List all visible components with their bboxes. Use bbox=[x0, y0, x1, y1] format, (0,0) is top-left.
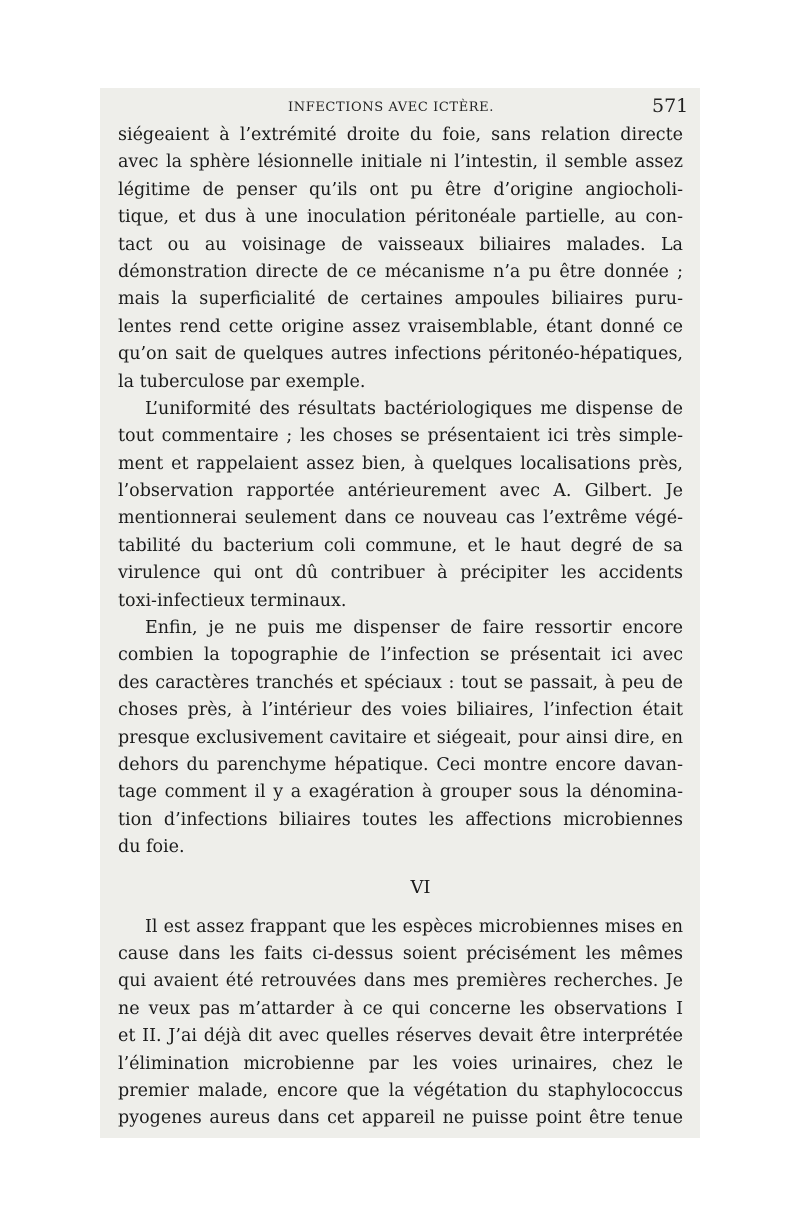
text-line: qui avaient été retrouvées dans mes premières recherches. Je bbox=[118, 971, 683, 992]
text-line: tout commentaire ; les choses se présentaient ici très simple- bbox=[118, 426, 683, 447]
body-text bbox=[118, 122, 683, 1133]
text-line: tion d’infections biliaires toutes les affections microbiennes bbox=[118, 809, 683, 830]
section-heading: VI bbox=[410, 876, 431, 898]
text-line: la tuberculose par exemple. bbox=[118, 371, 366, 392]
text-line: cause dans les faits ci-dessus soient précisément les mêmes bbox=[118, 943, 683, 964]
text-line: du foie. bbox=[118, 837, 185, 858]
paragraph bbox=[118, 122, 683, 396]
text-line: presque exclusivement cavitaire et siégeait, pour ainsi dire, en bbox=[118, 727, 683, 748]
text-line: tact ou au voisinage de vaisseaux biliaires malades. La bbox=[118, 234, 683, 255]
running-title: INFECTIONS AVEC ICTÈRE. bbox=[288, 100, 494, 115]
text-line: choses près, à l’intérieur des voies biliaires, l’infection était bbox=[118, 700, 683, 721]
text-line: premier malade, encore que la végétation du staphylococcus bbox=[118, 1080, 683, 1101]
text-line: siégeaient à l’extrémité droite du foie, sans relation directe bbox=[118, 125, 683, 145]
text-line: tique, et dus à une inoculation péritonéale partielle, au con- bbox=[118, 207, 683, 228]
text-line: ne veux pas m’attarder à ce qui concerne les observations I bbox=[118, 998, 683, 1019]
text-line: légitime de penser qu’ils ont pu être d’origine angiocholi- bbox=[118, 179, 683, 200]
paragraph bbox=[118, 396, 683, 615]
text-line: Enfin, je ne puis me dispenser de faire ressortir encore bbox=[145, 618, 683, 639]
text-line: avec la sphère lésionnelle initiale ni l’intestin, il semble assez bbox=[118, 152, 683, 173]
text-line: tage comment il y a exagération à grouper sous la dénomina- bbox=[118, 782, 683, 803]
text-line: mentionnerai seulement dans ce nouveau cas l’extrême végé- bbox=[118, 508, 683, 529]
text-line: qu’on sait de quelques autres infections péritonéo-hépatiques, bbox=[118, 344, 683, 365]
text-line: Il est assez frappant que les espèces microbiennes mises en bbox=[145, 916, 683, 937]
page-number: 571 bbox=[652, 95, 689, 117]
text-line: et II. J’ai déjà dit avec quelles réserves devait être interprétée bbox=[118, 1026, 683, 1047]
text-line: tabilité du bacterium coli commune, et le haut degré de sa bbox=[118, 535, 683, 556]
text-line: l’élimination microbienne par les voies urinaires, chez le bbox=[118, 1053, 683, 1074]
text-line: combien la topographie de l’infection se présentait ici avec bbox=[118, 645, 683, 666]
text-line: mais la superficialité de certaines ampoules biliaires puru- bbox=[118, 289, 683, 310]
text-line: lentes rend cette origine assez vraisemblable, étant donné ce bbox=[118, 316, 683, 337]
text-line: pyogenes aureus dans cet appareil ne puisse point être tenue bbox=[118, 1108, 683, 1129]
text-line: L’uniformité des résultats bactériologiques me dispense de bbox=[145, 398, 683, 419]
text-line: démonstration directe de ce mécanisme n’a pu être donnée ; bbox=[118, 261, 683, 282]
paragraph bbox=[118, 914, 683, 1133]
text-line: toxi-infectieux terminaux. bbox=[118, 590, 347, 611]
text-line: dehors du parenchyme hépatique. Ceci montre encore davan- bbox=[118, 754, 683, 775]
text-line: virulence qui ont dû contribuer à précipiter les accidents bbox=[118, 563, 683, 584]
text-line: des caractères tranchés et spéciaux : tout se passait, à peu de bbox=[118, 672, 683, 693]
text-line: ment et rappelaient assez bien, à quelques localisations près, bbox=[118, 453, 683, 474]
paragraph bbox=[118, 615, 683, 862]
text-line: l’observation rapportée antérieurement avec A. Gilbert. Je bbox=[118, 481, 683, 502]
